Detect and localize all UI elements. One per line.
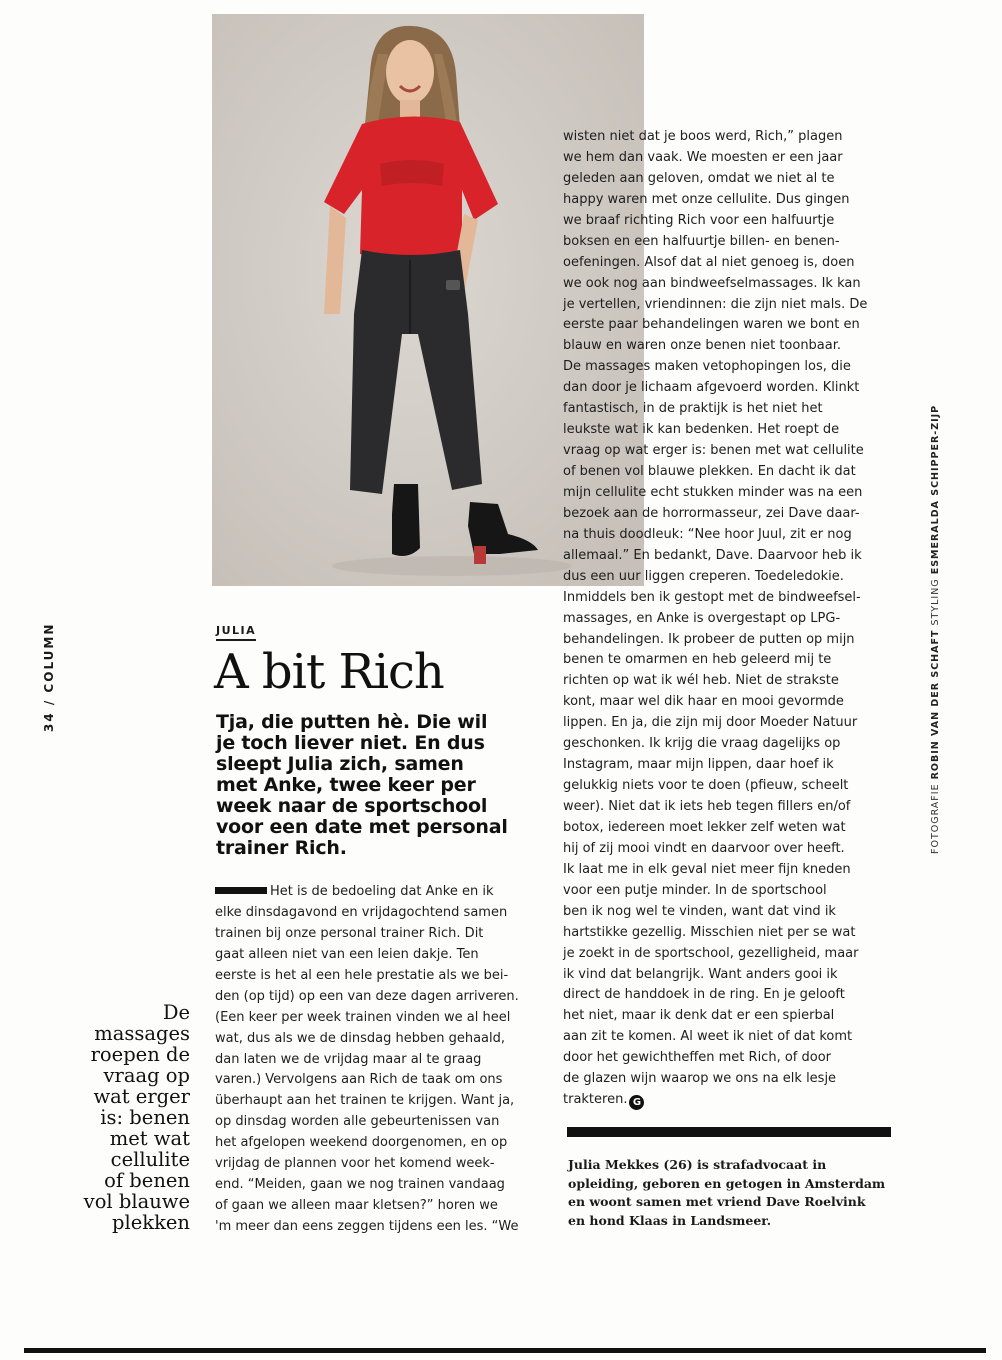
lead-line: week naar de sportschool	[216, 795, 488, 817]
body-line: dan laten we de vrijdag maar al te graag	[215, 1051, 482, 1067]
bio-line: Julia Mekkes (26) is strafadvocaat in	[568, 1157, 827, 1172]
section-label	[30, 608, 70, 738]
lead-line: Tja, die putten hè. Die wil	[216, 711, 488, 733]
body-line: bezoek aan de horrormasseur, zei Dave daar-	[563, 505, 860, 521]
body-line: we ook nog aan bindweefselmassages. Ik kan	[563, 275, 861, 291]
pull-quote-line: of benen	[104, 1169, 190, 1192]
body-line: richten op wat ik wél heb. Niet de strakste	[563, 673, 839, 689]
body-line: lippen. En ja, die zijn mij door Moeder Natuur	[563, 715, 858, 731]
body-line: varen.) Vervolgens aan Rich de taak om ons	[215, 1072, 503, 1088]
kicker: JULIA	[216, 624, 256, 641]
credit-photo-label: FOTOGRAFIE	[930, 783, 941, 854]
body-line: wisten niet dat je boos werd, Rich,” plagen	[563, 129, 843, 144]
body-line: (Een keer per week trainen vinden we al heel	[215, 1009, 511, 1025]
body-line: eerste is het al een hele prestatie als we bei-	[215, 967, 509, 983]
body-line: behandelingen. Ik probeer de putten op mijn	[563, 631, 855, 647]
body-line: hartstikke gezellig. Misschien niet per se wat	[563, 924, 856, 940]
lead-line: met Anke, twee keer per	[216, 774, 476, 796]
body-line: hij of zij mooi vindt en daarvoor over heeft.	[563, 840, 845, 856]
body-line: oefeningen. Alsof dat al niet genoeg is, doen	[563, 254, 855, 270]
bio-line: opleiding, geboren en getogen in Amsterdam	[568, 1175, 886, 1191]
credit-styling-label: STYLING	[930, 578, 941, 626]
body-line: na thuis doodleuk: “Nee hoor Juul, zit er nog	[563, 526, 852, 542]
body-line: voor een putje minder. In de sportschool	[563, 882, 827, 898]
credit-stylist: ESMERALDA SCHIPPER-ZIJP	[930, 404, 941, 575]
bio-line: en woont samen met vriend Dave Roelvink	[568, 1194, 866, 1209]
end-mark-icon: G	[629, 1095, 644, 1110]
body-line: direct de handdoek in de ring. En je gelooft	[563, 987, 845, 1003]
body-line: kont, maar wel dik haar en mooi gevormde	[563, 694, 844, 710]
body-line: gelukkig niets voor te doen (pfieuw, scheelt	[563, 778, 849, 794]
author-bio	[568, 1156, 898, 1230]
paragraph-opener-bar	[215, 887, 267, 894]
pull-quote-line: wat erger	[93, 1085, 190, 1108]
body-line: je vertellen, vriendinnen: die zijn niet mals. De	[563, 296, 868, 312]
body-line: geschonken. Ik krijg die vraag dagelijks op	[563, 736, 841, 752]
body-line: den (op tijd) op een van deze dagen arriveren.	[215, 988, 519, 1004]
body-line: eerste paar behandelingen waren we bont en	[563, 317, 860, 333]
body-line: überhaupt aan het trainen te krijgen. Want ja,	[215, 1093, 515, 1109]
lead-line: trainer Rich.	[216, 837, 347, 859]
body-line: Ik laat me in elk geval niet meer fijn kneden	[563, 861, 851, 877]
body-line: benen te omarmen en heb geleerd mij te	[563, 652, 832, 668]
body-line	[215, 882, 545, 903]
body-line: het afgelopen weekend doorgenomen, en op	[215, 1135, 508, 1151]
body-line: happy waren met onze cellulite. Dus gingen	[563, 191, 850, 207]
body-line: door het gewichtheffen met Rich, of door	[563, 1050, 831, 1066]
pull-quote-line: plekken	[112, 1211, 190, 1234]
footer-rule	[24, 1348, 986, 1353]
body-line: vraag op wat erger is: benen met wat cellulite	[563, 443, 864, 459]
body-line-text: Het is de bedoeling dat Anke en ik	[270, 884, 494, 899]
bio-divider	[567, 1127, 891, 1137]
pull-quote-line: vol blauwe	[83, 1190, 190, 1213]
section-label-text: 34 / COLUMN	[42, 622, 56, 732]
body-line: op dinsdag worden alle gebeurtenissen van	[215, 1114, 500, 1130]
credit-photographer: ROBIN VAN DER SCHAFT	[930, 629, 941, 780]
body-line: 'm meer dan eens zeggen tijdens een les. “We	[215, 1219, 519, 1234]
body-line: De massages maken vetophopingen los, die	[563, 359, 851, 375]
pull-quote-line: met wat	[109, 1127, 190, 1150]
body-line: elke dinsdagavond en vrijdagochtend samen	[215, 904, 508, 920]
body-line: weer). Niet dat ik iets heb tegen fillers en/of	[563, 799, 851, 814]
pull-quote-line: De	[162, 1001, 190, 1024]
pull-quote	[50, 1002, 190, 1233]
lead-line: je toch liever niet. En dus	[216, 732, 485, 754]
pull-quote-line: cellulite	[110, 1148, 190, 1171]
body-line: wat, dus als we de dinsdag hebben gehaald,	[215, 1030, 505, 1046]
body-line-text: trakteren.	[563, 1092, 628, 1108]
body-line: we braaf richting Rich voor een halfuurtje	[563, 212, 835, 228]
headline: A bit Rich	[214, 644, 444, 700]
body-line: of benen vol blauwe plekken. En dacht ik dat	[563, 464, 856, 479]
body-line: of gaan we alleen maar kletsen?” horen we	[215, 1198, 498, 1214]
pull-quote-line: is: benen	[100, 1106, 190, 1129]
body-line: ik vind dat belangrijk. Want anders gooi ik	[563, 966, 838, 982]
body-line: boksen en een halfuurtje billen- en benen-	[563, 233, 840, 249]
pull-quote-line: massages	[94, 1022, 190, 1045]
body-line: mijn cellulite echt stukken minder was na een	[563, 484, 863, 500]
body-line: het niet, maar ik denk dat er een spierbal	[563, 1008, 835, 1024]
body-line: geleden aan geloven, omdat we niet al te	[563, 170, 835, 186]
body-line: aan zit te komen. Al weet ik niet of dat komt	[563, 1029, 853, 1045]
pull-quote-line: roepen de	[90, 1043, 190, 1066]
body-line: je zoekt in de sportschool, gezelligheid, maar	[563, 945, 859, 961]
bio-line: en hond Klaas in Landsmeer.	[568, 1212, 772, 1228]
body-line: de glazen wijn waarop we ons na elk lesje	[563, 1071, 837, 1087]
body-line	[563, 1090, 893, 1111]
body-line: gaat alleen niet van een leien dakje. Ten	[215, 946, 479, 962]
body-line: Inmiddels ben ik gestopt met de bindweefsel-	[563, 589, 861, 605]
body-column-left	[215, 882, 545, 1238]
body-line: vrijdag de plannen voor het komend week-	[215, 1156, 495, 1172]
body-line: trainen bij onze personal trainer Rich. Dit	[215, 925, 484, 941]
lead-line: sleept Julia zich, samen	[216, 753, 464, 775]
body-line: massages, en Anke is overgestapt op LPG-	[563, 610, 841, 626]
pull-quote-line: vraag op	[103, 1064, 190, 1087]
lead-paragraph	[216, 712, 546, 859]
body-line: we hem dan vaak. We moesten er een jaar	[563, 149, 843, 165]
body-column-right	[563, 127, 893, 1111]
body-line: blauw en waren onze benen niet toonbaar.	[563, 338, 842, 354]
body-line: dan door je lichaam afgevoerd worden. Klinkt	[563, 380, 860, 396]
photo-credit-text	[930, 405, 941, 854]
body-line: botox, iedereen moet lekker zelf weten wat	[563, 819, 846, 835]
body-line: end. “Meiden, gaan we nog trainen vandaag	[215, 1177, 505, 1193]
body-line: leukste wat ik kan bedenken. Het roept de	[563, 422, 840, 438]
body-line: dus een uur liggen creperen. Toedeledokie.	[563, 568, 844, 584]
body-line: ben ik nog wel te vinden, want dat vind ik	[563, 903, 836, 919]
body-line: Instagram, maar mijn lippen, daar hoef ik	[563, 757, 834, 773]
body-line: allemaal.” En bedankt, Dave. Daarvoor heb ik	[563, 547, 862, 563]
lead-line: voor een date met personal	[216, 816, 508, 838]
photo-credit	[926, 404, 946, 858]
body-line: fantastisch, in de praktijk is het niet het	[563, 401, 823, 417]
